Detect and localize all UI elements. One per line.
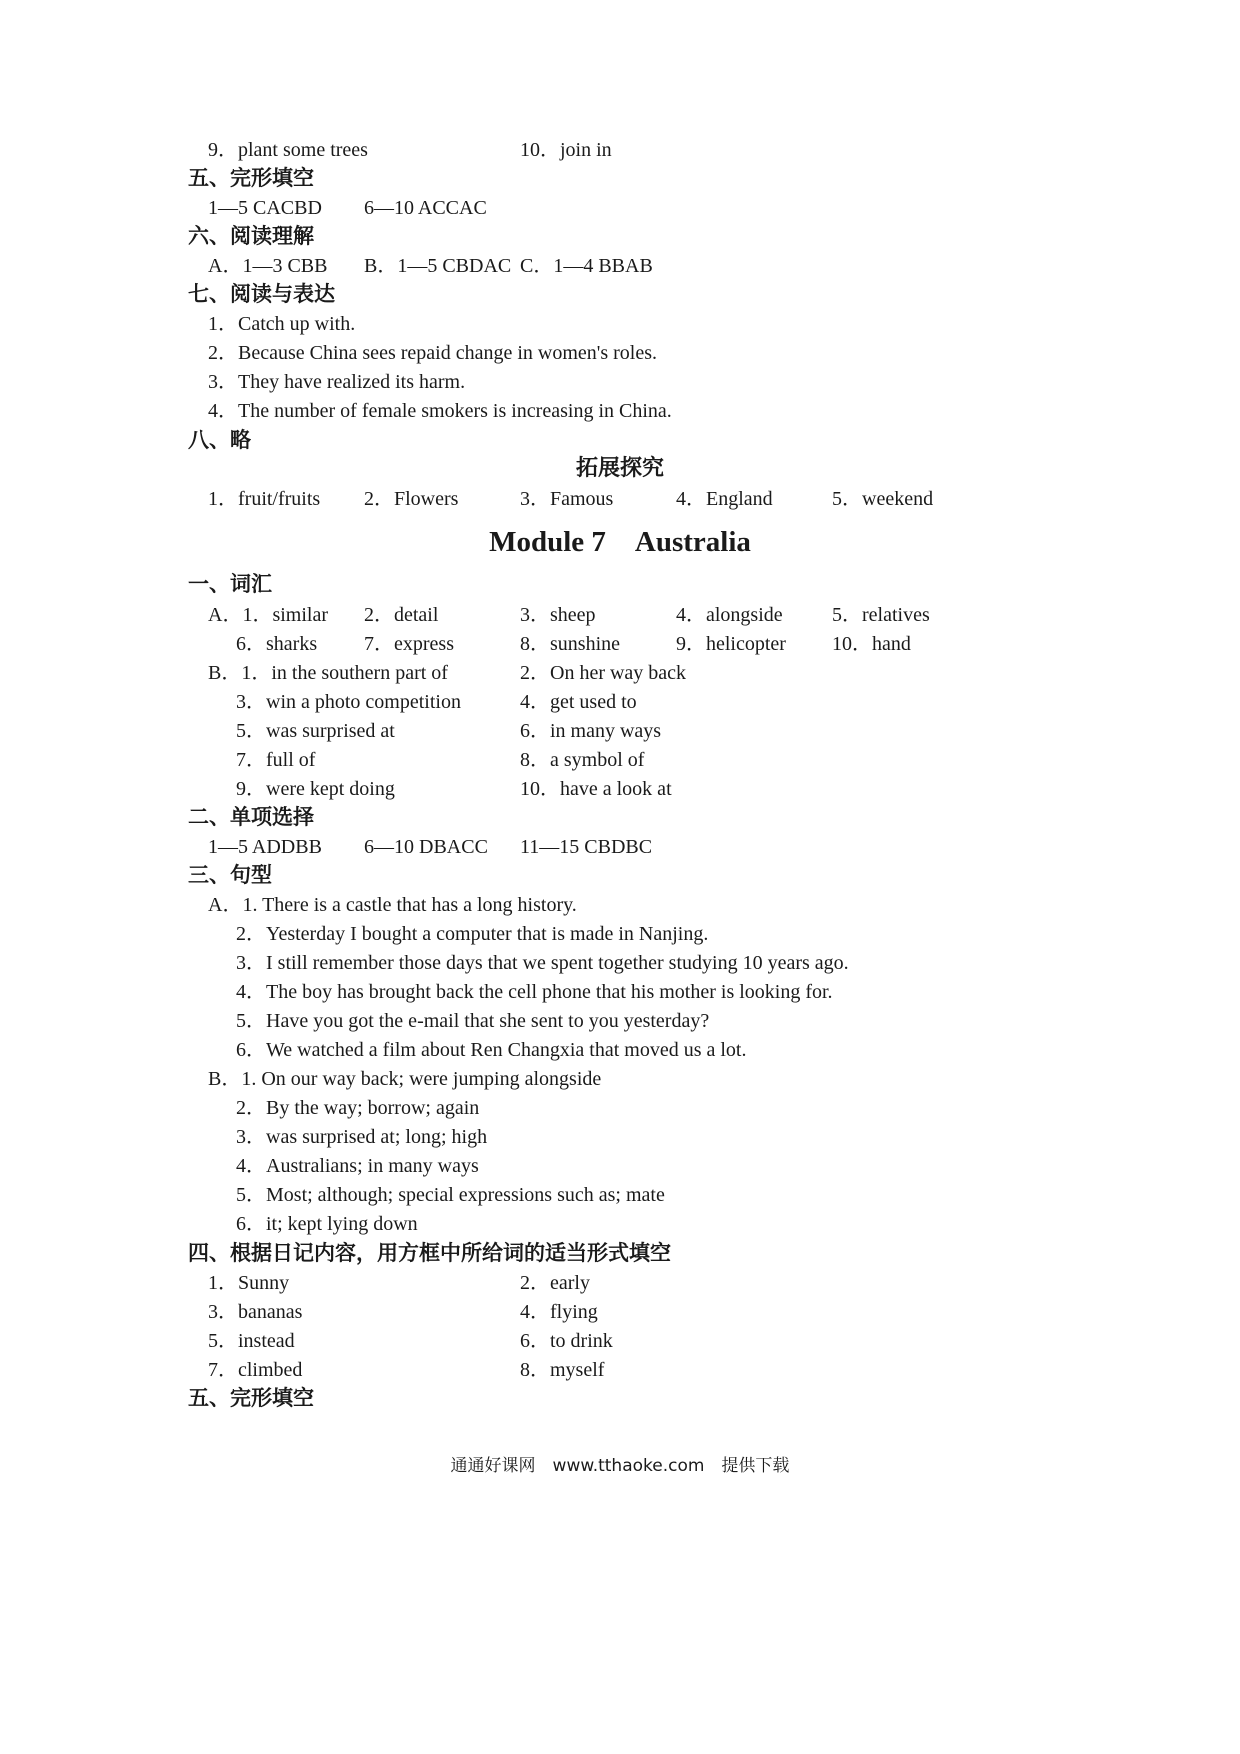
module-title: Module 7 Australia: [489, 526, 751, 558]
section-heading-reading: 六、阅读理解: [188, 224, 314, 248]
vocab-phrase: 10．have a look at: [520, 778, 672, 800]
mc-answers: 11—15 CBDBC: [520, 836, 653, 858]
section-heading-sentences: 三、句型: [188, 863, 272, 887]
vocab-phrase: 9．were kept doing: [236, 778, 395, 800]
vocab-answer: 7．express: [364, 633, 454, 655]
sentence-answer: 4．The boy has brought back the cell phone that his mother is looking for.: [236, 981, 833, 1003]
extension-answer: 4．England: [676, 488, 773, 510]
sentence-answer: 3．I still remember those days that we spent together studying 10 years ago.: [236, 952, 849, 974]
diary-answer: 6．to drink: [520, 1330, 613, 1352]
vocab-answer: 6．sharks: [236, 633, 318, 655]
reading-answers: A．1—3 CBB: [208, 255, 328, 277]
vocab-phrase: 3．win a photo competition: [236, 691, 461, 713]
diary-answer: 4．flying: [520, 1301, 598, 1323]
section-heading-multiple-choice: 二、单项选择: [188, 805, 314, 829]
diary-answer: 7．climbed: [208, 1359, 303, 1381]
reading-answers: B．1—5 CBDAC: [364, 255, 512, 277]
sentence-answer: 4．Australians; in many ways: [236, 1155, 479, 1177]
section-heading-omitted: 八、略: [188, 428, 251, 452]
vocab-phrase: 6．in many ways: [520, 720, 662, 742]
sentence-answer: A．1. There is a castle that has a long history.: [208, 894, 577, 916]
vocab-answer: 4．alongside: [676, 604, 783, 626]
cloze-answers: 1—5 CACBD: [208, 197, 322, 219]
answer-line: 9．plant some trees: [208, 139, 368, 161]
sentence-answer: 5．Have you got the e-mail that she sent to you yesterday?: [236, 1010, 710, 1032]
vocab-answer: 3．sheep: [520, 604, 596, 626]
vocab-answer: 10．hand: [832, 633, 911, 655]
sentence-answer: 2．By the way; borrow; again: [236, 1097, 480, 1119]
vocab-phrase: 5．was surprised at: [236, 720, 395, 742]
vocab-answer: 8．sunshine: [520, 633, 620, 655]
vocab-phrase: B．1．in the southern part of: [208, 662, 448, 684]
expression-answer: 4．The number of female smokers is increasing in China.: [208, 400, 672, 422]
diary-answer: 5．instead: [208, 1330, 295, 1352]
extension-answer: 1．fruit/fruits: [208, 488, 321, 510]
reading-answers: C．1—4 BBAB: [520, 255, 653, 277]
page-footer: 通通好课网 www.tthaoke.com 提供下载: [450, 1456, 790, 1476]
sentence-answer: 2．Yesterday I bought a computer that is made in Nanjing.: [236, 923, 709, 945]
answer-line: 10．join in: [520, 139, 612, 161]
diary-answer: 1．Sunny: [208, 1272, 290, 1294]
sentence-answer: B．1. On our way back; were jumping alongside: [208, 1068, 602, 1090]
vocab-answer: 2．detail: [364, 604, 439, 626]
sentence-answer: 6．We watched a film about Ren Changxia that moved us a lot.: [236, 1039, 747, 1061]
sentence-answer: 5．Most; although; special expressions such as; mate: [236, 1184, 665, 1206]
expression-answer: 2．Because China sees repaid change in women's roles.: [208, 342, 658, 364]
vocab-answer: 9．helicopter: [676, 633, 786, 655]
diary-answer: 3．bananas: [208, 1301, 303, 1323]
extension-answer: 3．Famous: [520, 488, 614, 510]
diary-answer: 2．early: [520, 1272, 590, 1294]
sentence-answer: 3．was surprised at; long; high: [236, 1126, 488, 1148]
vocab-answer: 5．relatives: [832, 604, 930, 626]
cloze-answers: 6—10 ACCAC: [364, 197, 487, 219]
section-heading-cloze-2: 五、完形填空: [188, 1386, 314, 1410]
expression-answer: 1．Catch up with.: [208, 313, 356, 335]
vocab-phrase: 4．get used to: [520, 691, 637, 713]
vocab-phrase: 2．On her way back: [520, 662, 687, 684]
mc-answers: 6—10 DBACC: [364, 836, 488, 858]
section-heading-expression: 七、阅读与表达: [188, 282, 335, 306]
vocab-phrase: 8．a symbol of: [520, 749, 645, 771]
extension-answer: 2．Flowers: [364, 488, 459, 510]
section-heading-vocabulary: 一、词汇: [188, 572, 272, 596]
extension-title: 拓展探究: [575, 456, 664, 481]
sentence-answer: 6．it; kept lying down: [236, 1213, 418, 1235]
section-heading-diary: 四、根据日记内容，用方框中所给词的适当形式填空: [188, 1241, 671, 1265]
mc-answers: 1—5 ADDBB: [208, 836, 322, 858]
section-heading-cloze: 五、完形填空: [188, 166, 314, 190]
extension-answer: 5．weekend: [832, 488, 934, 510]
diary-answer: 8．myself: [520, 1359, 605, 1381]
vocab-phrase: 7．full of: [236, 749, 316, 771]
expression-answer: 3．They have realized its harm.: [208, 371, 466, 393]
vocab-answer: A．1．similar: [208, 604, 328, 626]
